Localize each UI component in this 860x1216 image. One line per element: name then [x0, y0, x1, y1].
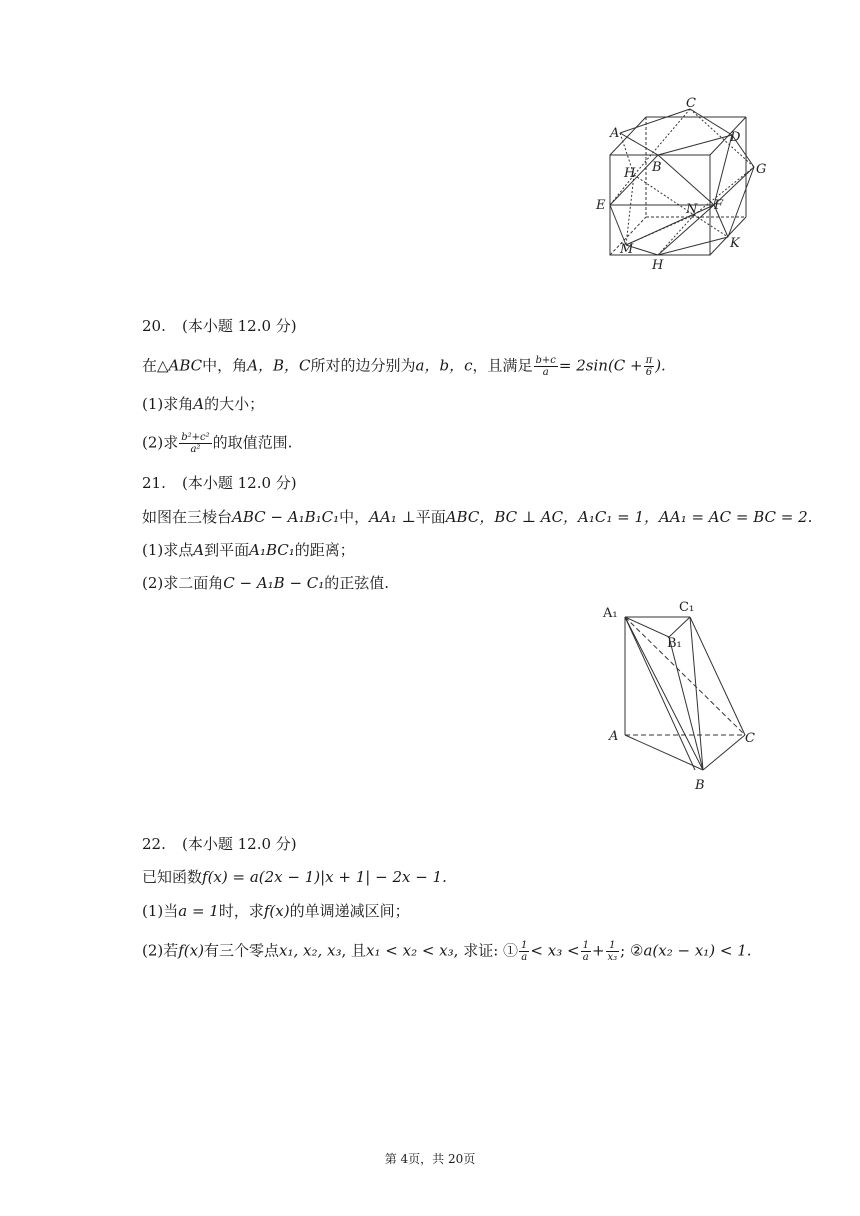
q20-part2 — [142, 432, 292, 455]
fig21-label-C1: C₁ — [679, 600, 695, 615]
q22-p2-frac1 — [519, 940, 529, 963]
q20-p2-bot: a² — [190, 444, 201, 455]
q22-stem — [142, 867, 447, 887]
q20-stem-rhs: = 2sin(C + — [558, 356, 643, 375]
q20-p2-top: b²+c² — [181, 432, 210, 443]
q22-p2-frac2 — [581, 940, 591, 963]
fig19-label-D: D — [730, 130, 741, 145]
q21-number: 21. — [142, 474, 166, 492]
q22-part1 — [142, 901, 410, 921]
q21-stem-b: 平面 — [415, 508, 446, 526]
q22-p2-mid: 有三个零点 — [203, 941, 279, 960]
q22-p2-frac1-top: 1 — [521, 940, 528, 951]
q20-p1-post: 的大小； — [204, 395, 265, 413]
q22-stem-pre: 已知函数 — [142, 868, 203, 886]
q22-p1-post: 的单调递减区间； — [289, 902, 410, 920]
q22-p2-frac3-bot: x₃ — [607, 952, 618, 963]
q22-p2-frac3-top: 1 — [606, 940, 620, 952]
figure-frustum — [595, 595, 765, 795]
q22-p1-mid: 时，求 — [218, 902, 264, 920]
fig19-label-C: C — [686, 96, 696, 111]
q21-p1-var: A — [193, 541, 205, 559]
figure-cube-polyhedron — [590, 95, 770, 275]
q21-p2-post: 的正弦值. — [324, 574, 390, 592]
fig21-label-A1: A₁ — [603, 606, 618, 621]
q21-stem-mid: 中， — [339, 508, 370, 526]
q22-p2-pre: (2)若 — [142, 941, 179, 960]
q20-score: (本小题 12.0 分) — [182, 317, 297, 335]
q21-p1-mid: 到平面 — [204, 541, 250, 559]
q22-p2-frac3 — [606, 940, 620, 963]
fig19-label-G: G — [756, 162, 767, 177]
fig19-label-H-top: H — [624, 166, 636, 181]
fig19-label-B: B — [652, 160, 662, 175]
q20-frac-bot: a — [542, 367, 549, 378]
q20-stem-tri: ABC — [168, 356, 203, 375]
q22-p2-order: x₁ < x₂ < x₃ — [366, 941, 454, 960]
q20-p2-pre: (2)求 — [142, 433, 179, 452]
fig21-label-C: C — [745, 731, 755, 746]
q22-p2-f: f(x) — [178, 941, 204, 960]
q20-stem-mid3: ，且满足 — [472, 356, 533, 375]
fig19-label-N: N — [686, 202, 698, 217]
q20-pi-top: π — [645, 355, 653, 366]
q22-p2-zeros: x₁, x₂, x₃ — [278, 941, 342, 960]
q21-p1-post: 的距离； — [294, 541, 355, 559]
fig19-label-F: F — [714, 198, 724, 213]
q21-part2 — [142, 573, 389, 593]
fig19-label-K: K — [730, 236, 740, 251]
q20-pi-fraction — [644, 355, 655, 378]
q21-p1-plane: A₁BC₁ — [249, 541, 295, 559]
q20-part1 — [142, 394, 264, 414]
q22-stem-f: f(x) = a(2x − 1)|x + 1| − 2x − 1. — [202, 868, 447, 886]
q22-p2-frac2-top: 1 — [582, 940, 589, 951]
q22-p2-plus: + — [591, 941, 605, 960]
q20-p1-pre: (1)求角 — [142, 395, 194, 413]
q22-p2-mid3: , 求证: ① — [453, 941, 519, 960]
q20-stem-end: ). — [655, 356, 666, 375]
q22-p2-ineq: a(x₂ − x₁) < 1. — [643, 941, 752, 960]
q20-p1-var: A — [193, 395, 205, 413]
q21-stem-solid: ABC − A₁B₁C₁ — [232, 508, 340, 526]
q21-stem — [142, 507, 812, 527]
q20-stem-mid: 中，角 — [202, 356, 248, 375]
fig19-label-H-bottom: H — [652, 258, 664, 273]
q21-p2-pre: (2)求二面角 — [142, 574, 224, 592]
q22-p1-pre: (1)当 — [142, 902, 179, 920]
page-footer: 第 4页，共 20页 — [384, 1152, 476, 1166]
q20-stem-vars: A，B，C — [247, 356, 311, 375]
fig19-label-A: A — [610, 126, 620, 141]
q21-score: (本小题 12.0 分) — [182, 474, 297, 492]
q20-frac-top: b+c — [535, 355, 556, 366]
q22-part2 — [142, 940, 752, 963]
q22-p1-f: f(x) — [263, 902, 290, 920]
q21-p1-pre: (1)求点 — [142, 541, 194, 559]
q21-stem-pre: 如图在三棱台 — [142, 508, 233, 526]
q22-p2-lt: < x₃ < — [530, 941, 580, 960]
q22-p1-cond: a = 1 — [178, 902, 219, 920]
fig21-label-A: A — [609, 729, 619, 744]
q21-p2-angle: C − A₁B − C₁ — [223, 574, 325, 592]
q20-p2-post: 的取值范围. — [212, 433, 293, 452]
q20-header — [142, 315, 297, 336]
q20-stem-sides: a，b，c — [415, 356, 473, 375]
q21-header — [142, 472, 297, 493]
q20-pi-bot: 6 — [645, 367, 653, 378]
q20-stem-pre: 在△ — [142, 356, 169, 375]
fig21-label-B1: B₁ — [667, 636, 682, 651]
q21-stem-a: AA₁ ⊥ — [369, 508, 416, 526]
fig19-label-E: E — [596, 198, 606, 213]
q22-header — [142, 833, 297, 854]
q22-score: (本小题 12.0 分) — [182, 835, 297, 853]
q22-p2-mid4: ; ② — [620, 941, 644, 960]
q21-part1 — [142, 540, 355, 560]
fig21-label-B: B — [695, 778, 705, 793]
q22-p2-frac2-bot: a — [582, 952, 589, 963]
q21-stem-c: ABC，BC ⊥ AC，A₁C₁ = 1，AA₁ = AC = BC = 2. — [445, 508, 813, 526]
q20-p2-fraction — [179, 432, 211, 455]
q20-stem — [142, 355, 666, 378]
q22-number: 22. — [142, 835, 166, 853]
q22-p2-mid2: , 且 — [341, 941, 367, 960]
fig19-label-M: M — [620, 242, 634, 257]
q20-number: 20. — [142, 317, 166, 335]
q20-stem-mid2: 所对的边分别为 — [310, 356, 416, 375]
q22-p2-frac1-bot: a — [521, 952, 528, 963]
q20-fraction — [534, 355, 558, 378]
